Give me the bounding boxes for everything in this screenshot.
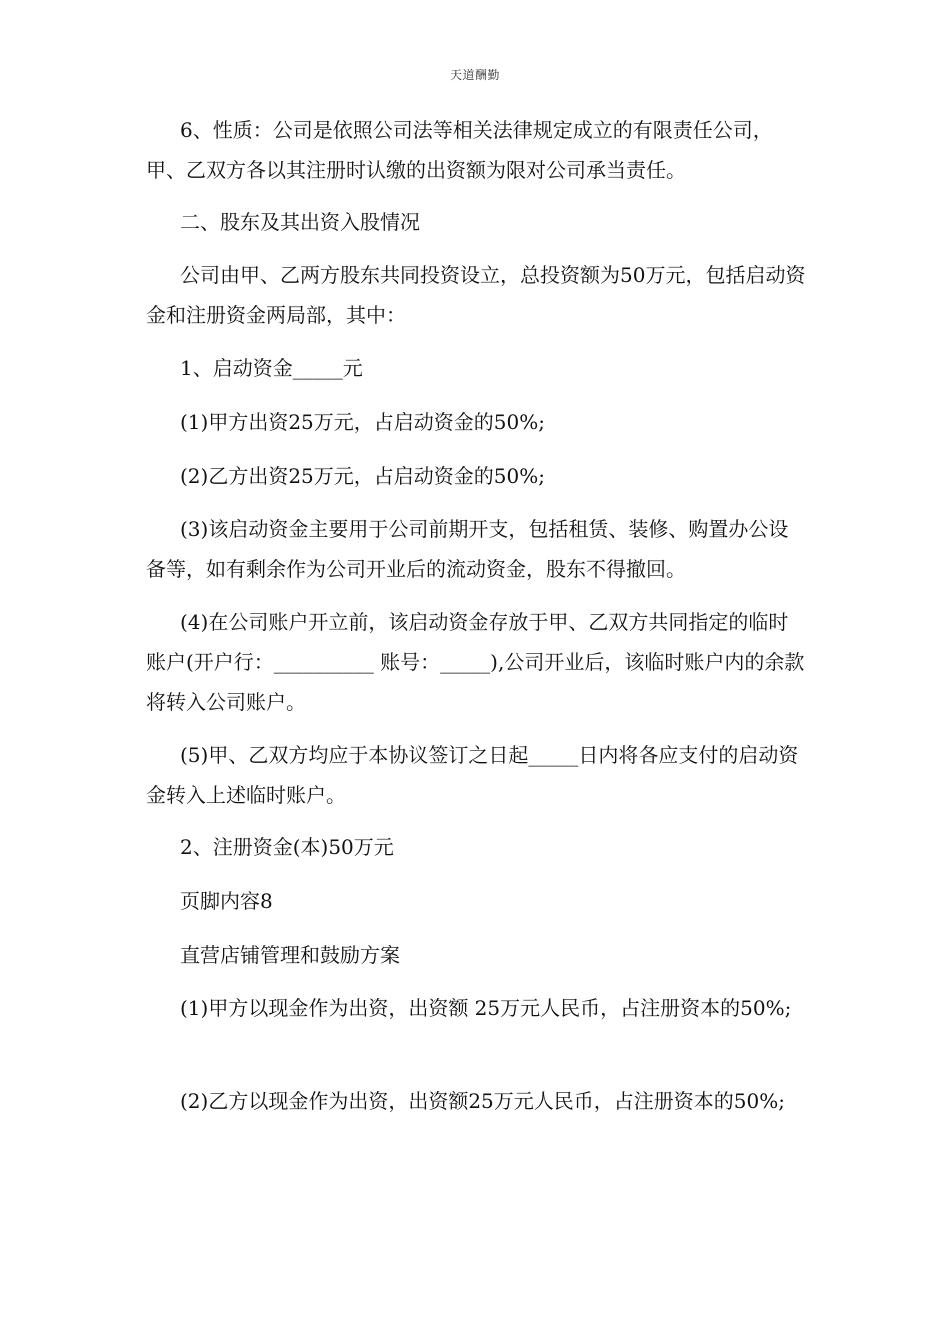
page-header: 天道酬勤 — [449, 68, 500, 82]
footer-content-label: 页脚内容8 — [180, 889, 273, 913]
paragraph-party-a-registered: (1)甲方以现金作为出资，出资额 25万元人民币，占注册资本的50%; — [180, 996, 792, 1020]
paragraph-transfer-deadline: (5)甲、乙双方均应于本协议签订之日起_____日内将各应支付的启动资金转入上述临时账户。 — [146, 743, 799, 807]
paragraph-store-plan-title: 直营店铺管理和鼓励方案 — [180, 943, 400, 967]
paragraph-investment-total: 公司由甲、乙两方股东共同投资设立，总投资额为50万元，包括启动资金和注册资金两局部，其中： — [146, 263, 806, 327]
paragraph-registered-capital: 2、注册资金(本)50万元 — [180, 835, 394, 859]
paragraph-startup-capital: 1、启动资金_____元 — [180, 356, 363, 380]
section-heading-shareholders: 二、股东及其出资入股情况 — [180, 210, 420, 234]
paragraph-party-a-startup: (1)甲方出资25万元，占启动资金的50%; — [180, 410, 545, 434]
paragraph-party-b-registered: (2)乙方以现金作为出资，出资额25万元人民币，占注册资本的50%; — [180, 1089, 785, 1113]
paragraph-nature: 6、性质：公司是依照公司法等相关法律规定成立的有限责任公司，甲、乙双方各以其注册时认缴的出资额为限对公司承当责任。 — [146, 118, 773, 182]
paragraph-party-b-startup: (2)乙方出资25万元，占启动资金的50%; — [180, 464, 545, 488]
paragraph-temp-account: (4)在公司账户开立前，该启动资金存放于甲、乙双方共同指定的临时账户(开户行：__________ 账号：_____),公司开业后，该临时账户内的余款将转入公司账户。 — [146, 610, 805, 714]
paragraph-startup-usage: (3)该启动资金主要用于公司前期开支，包括租赁、装修、购置办公设备等，如有剩余作为公司开业后的流动资金，股东不得撤回。 — [146, 517, 789, 581]
